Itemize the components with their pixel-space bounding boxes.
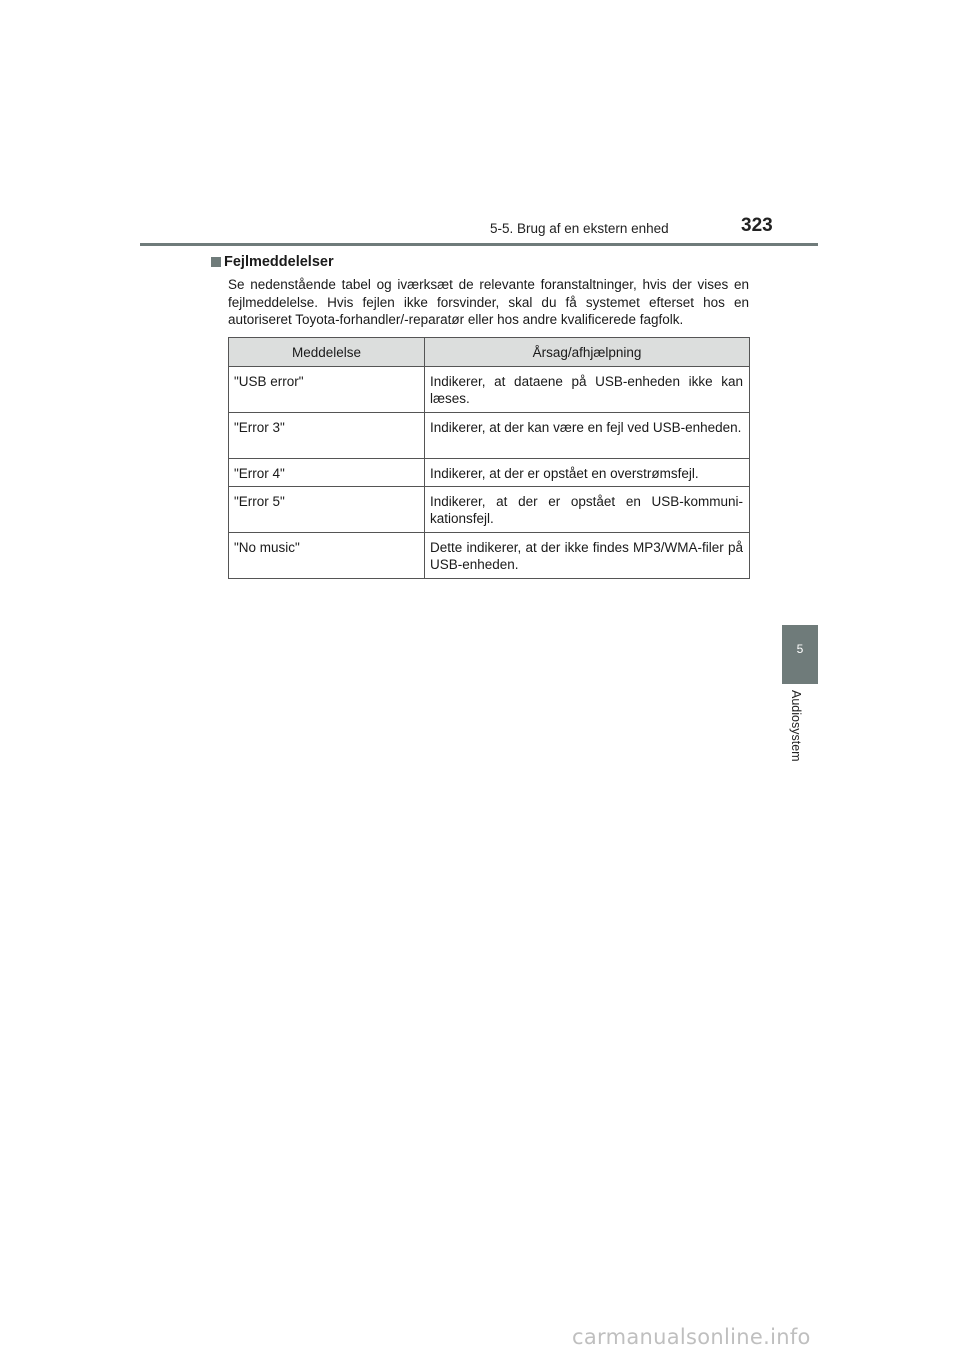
table-header-cause: Årsag/afhjælpning	[425, 338, 750, 367]
heading-square-icon	[211, 257, 221, 267]
message-cell: "USB error"	[229, 367, 425, 413]
watermark: carmanualsonline.info	[572, 1325, 811, 1349]
table-row	[229, 413, 750, 459]
cause-cell: Dette indikerer, at der ikke findes MP3/WMA-filer på USB-enheden.	[425, 533, 750, 579]
cause-cell: Indikerer, at dataene på USB-enheden ikke kan læses.	[425, 367, 750, 413]
message-cell: "Error 5"	[229, 487, 425, 533]
cause-cell: Indikerer, at der er opstået en USB-kommuni-kationsfejl.	[425, 487, 750, 533]
message-cell: "Error 3"	[229, 413, 425, 459]
table-row	[229, 367, 750, 413]
cause-cell: Indikerer, at der er opstået en overstrømsfejl.	[425, 459, 750, 487]
cause-cell: Indikerer, at der kan være en fejl ved USB-enheden.	[425, 413, 750, 459]
intro-paragraph: Se nedenstående tabel og iværksæt de relevante foranstaltninger, hvis der vises en fejlmeddelelse. Hvis fejlen ikke forsvinder, skal du få systemet efterset hos en autoriseret Toyota-forhandler/-reparatør eller hos andre kvalificerede fagfolk.	[228, 277, 749, 327]
message-cell: "Error 4"	[229, 459, 425, 487]
error-message-table	[228, 337, 750, 579]
header-divider	[140, 243, 818, 246]
section-heading	[211, 254, 334, 270]
chapter-tab: 5	[782, 625, 818, 684]
table-row	[229, 487, 750, 533]
chapter-label-wrap	[787, 690, 805, 780]
chapter-label: Audiosystem	[789, 690, 803, 762]
section-heading-text: Fejlmeddelelser	[224, 254, 334, 270]
running-header-section: 5-5. Brug af en ekstern enhed	[490, 221, 669, 236]
table-row	[229, 459, 750, 487]
page-number: 323	[741, 215, 773, 236]
table-header-message: Meddelelse	[229, 338, 425, 367]
table-row	[229, 533, 750, 579]
message-cell: "No music"	[229, 533, 425, 579]
